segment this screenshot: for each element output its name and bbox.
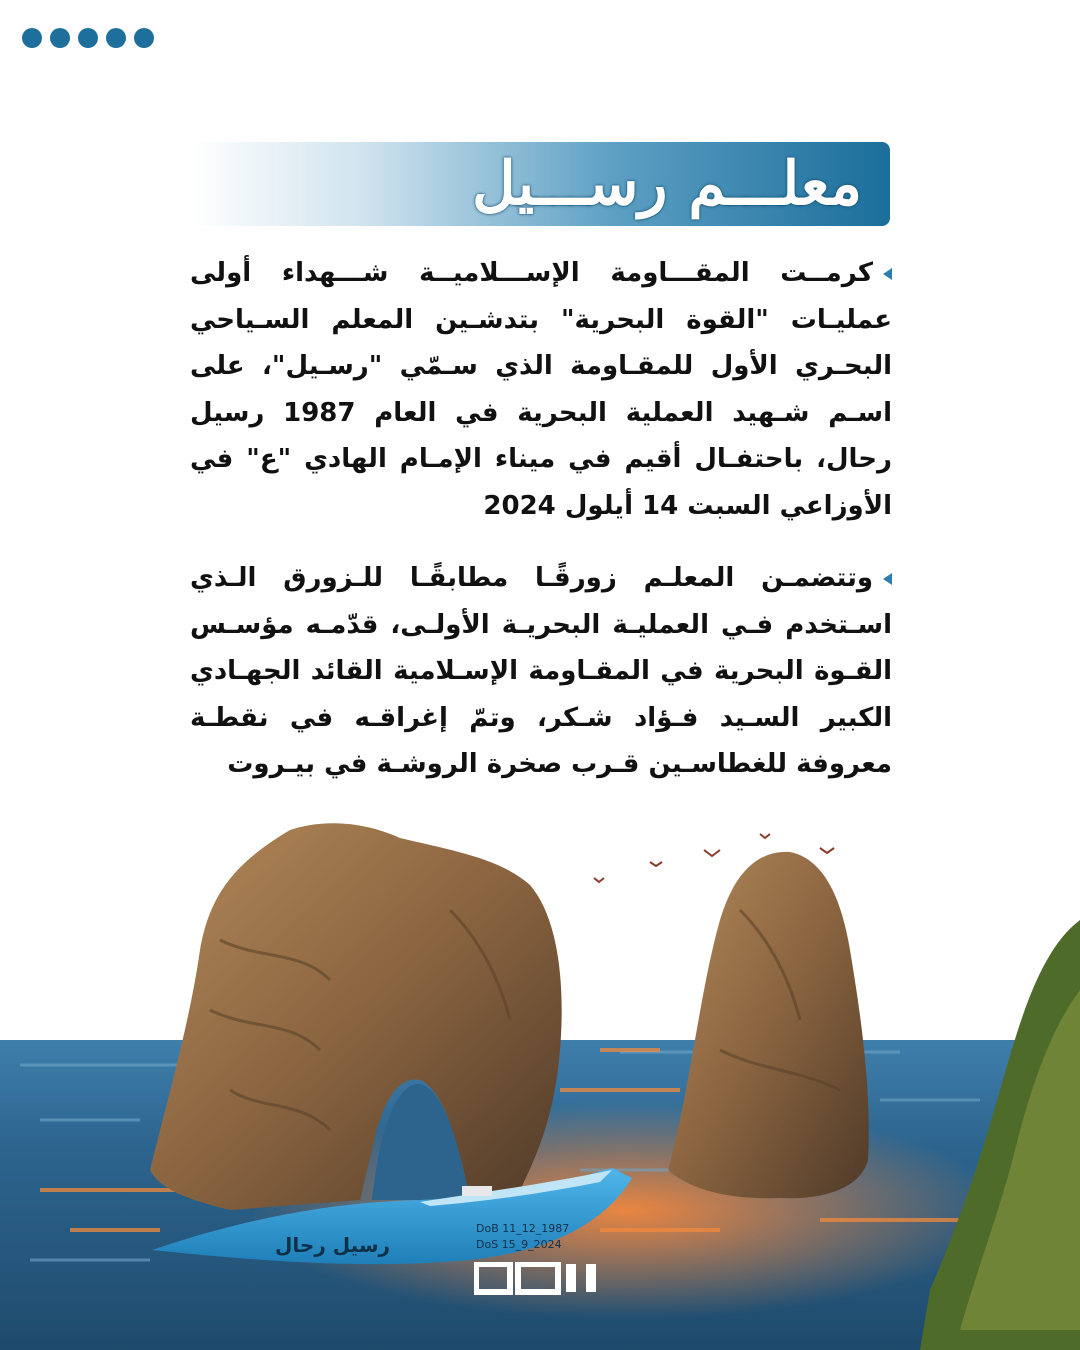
logo-block-4 [586, 1264, 596, 1292]
paragraph-1-text: كرمــت المقـــاومة الإســـلاميــة شـــهداء أولى عمليـات "القوة البحرية" بتدشـين المعلم السـياحي البحـري الأول للمقـاومة الذي سـمّي "رسـيل"، على اسـم شـهيد العملية البحرية في العام 1987 رسيل رحال، باحتفـال أقيم في ميناء الإمـام الهادي "ع" في الأوزاعي السبت 14 أيلول 2024 [190, 258, 892, 521]
arch-rock [150, 823, 562, 1210]
logo-block-1 [476, 1264, 510, 1292]
boat-dob: DoB 11_12_1987 [476, 1222, 570, 1235]
small-rock [668, 852, 869, 1198]
bullet-icon [883, 573, 892, 585]
page-title: معلـــم رســـيل [471, 149, 862, 219]
dot-5 [134, 28, 154, 48]
paragraph-2-text: وتتضمـن المعلـم زورقًـا مطابقًـا للـزورق الـذي اسـتخدم فـي العمليـة البحريـة الأولـى، قدّمـه مؤسـس القـوة البحرية في المقـاومة الإسـلامية القائد الجهـادي الكبير السـيد فـؤاد شـكر، وتمّ إغراقـه في نقطـة معروفة للغطاسـين قـرب صخرة الروشـة في بيـروت [190, 563, 892, 779]
logo-block-2 [518, 1264, 558, 1292]
paragraph-2 [190, 555, 892, 788]
boat-dos: DoS 15_9_2024 [476, 1238, 562, 1251]
dot-3 [78, 28, 98, 48]
boat-seat [462, 1186, 492, 1196]
dot-2 [50, 28, 70, 48]
brand-logo [474, 1262, 610, 1296]
dot-4 [106, 28, 126, 48]
paragraph-1 [190, 250, 892, 529]
logo-block-3 [566, 1264, 576, 1292]
title-banner [192, 142, 890, 226]
boat-name: رسيل رحال [275, 1233, 390, 1257]
bullet-icon [883, 268, 892, 280]
pagination-dots [22, 28, 154, 48]
dot-1 [22, 28, 42, 48]
